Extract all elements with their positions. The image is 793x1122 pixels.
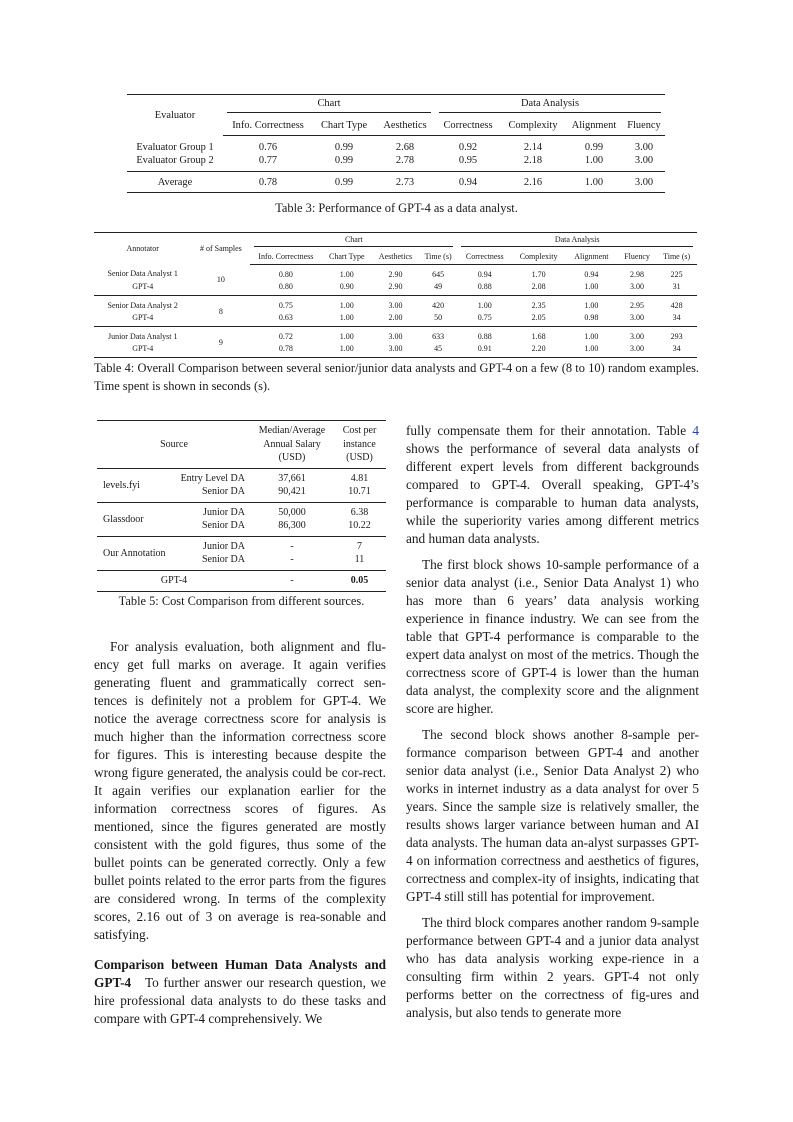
table-cell: 0.78	[258, 176, 278, 188]
table-row	[97, 502, 386, 519]
table4-col-aesthetics: Aesthetics	[372, 248, 419, 265]
table-cell: 2.98	[630, 269, 645, 279]
table-cell: 0.88	[457, 280, 512, 296]
table-cell: Entry Level DA	[180, 472, 245, 484]
table3-average-row	[127, 172, 665, 193]
table-cell: 0.05	[350, 575, 369, 586]
table-cell: 2.16	[523, 176, 543, 188]
table5-header-cost: Cost per instance (USD)	[333, 421, 386, 469]
table4-samples-cell: 8	[191, 296, 250, 327]
table-cell: 0.80	[250, 280, 321, 296]
table-cell: 1.00	[339, 331, 354, 341]
table4-header-annotator: Annotator	[126, 244, 159, 254]
table-cell: 645	[432, 269, 445, 279]
table-cell: 428	[670, 300, 683, 310]
table-cell: 3.00	[388, 343, 403, 353]
right-paragraph-1: fully compensate them for their annotation. Table 4 shows the performance of several data analysts of different expert levels from different backgrounds compared to GPT-4. Overall speaking, GPT-4’s performance is comparable to human data analysts, while the superiority varies among different metrics and human data analysts.	[406, 423, 699, 546]
table-cell: -	[290, 575, 294, 586]
table-cell: 3.00	[618, 311, 657, 327]
table4-header-analysis: Data Analysis	[457, 233, 697, 249]
table-cell: 1.00	[584, 300, 599, 310]
table-cell: 2.18	[501, 154, 565, 172]
table-row	[97, 468, 386, 485]
table-cell: 50	[419, 311, 458, 327]
table-cell: 3.00	[630, 343, 645, 353]
table-row	[94, 280, 697, 296]
table-cell: 1.00	[339, 300, 354, 310]
table-3	[127, 94, 665, 193]
table-cell: 1.00	[339, 269, 354, 279]
table-row	[94, 327, 697, 343]
table-cell: 0.76	[258, 142, 278, 153]
table3-row-label: Average	[157, 176, 193, 188]
table4-col-info-correctness: Info. Correctness	[250, 248, 321, 265]
right-paragraph-3: The second block shows another 8-sample per-formance comparison between GPT-4 and another senior data analyst (i.e., Senior Data Analyst 2) who works in internet industry as a data analyst for over 5 years. Since the sample size is relatively smaller, the results shows larger variance between human and AI data analysts. The human data an-alyst surpasses GPT-4 on information correctness and aesthetics of figures, correctness and complex-ity of insights, indicating that GPT-4 still still has potential for improvement.	[406, 727, 699, 904]
table-cell: Senior DA	[175, 485, 251, 502]
table-cell: 2.90	[372, 280, 419, 296]
table5-header-source: Source	[97, 421, 251, 469]
table-cell: 0.80	[278, 269, 293, 279]
table3-header-evaluator: Evaluator	[154, 109, 196, 121]
table4-row-label: GPT-4	[94, 311, 191, 327]
table-cell: 86,300	[251, 519, 333, 536]
table-cell: 10.22	[333, 519, 386, 536]
table-cell: 2.73	[395, 176, 415, 188]
table4-row-label: Junior Data Analyst 1	[107, 331, 178, 341]
table-cell: 3.00	[634, 176, 654, 188]
table4-caption: Table 4: Overall Comparison between several senior/junior data analysts and GPT-4 on a few (8 to 10) random examples. Time spent is shown in seconds (s).	[94, 361, 699, 393]
table-cell: 1.00	[321, 311, 372, 327]
table-cell: 6.38	[350, 506, 369, 518]
table4-col-chart-time: Time (s)	[419, 248, 458, 265]
table-cell: 2.08	[512, 280, 565, 296]
table3-col-aesthetics: Aesthetics	[375, 115, 435, 136]
table-cell: 1.70	[531, 269, 546, 279]
table-cell: 1.00	[565, 154, 623, 172]
table-cell: 2.05	[512, 311, 565, 327]
table-cell: Junior DA	[203, 540, 245, 552]
table-row	[94, 342, 697, 358]
table-cell: 0.99	[334, 142, 354, 153]
table-cell: 11	[333, 553, 386, 570]
table-row	[127, 136, 665, 155]
table-cell: 7	[357, 540, 362, 552]
table-cell: 90,421	[251, 485, 333, 502]
table-cell: 1.00	[584, 331, 599, 341]
table-cell: 3.00	[388, 300, 403, 310]
table-cell: 420	[432, 300, 445, 310]
table-cell: 0.78	[278, 343, 293, 353]
table-cell: 31	[656, 280, 697, 296]
table3-header-analysis: Data Analysis	[435, 95, 665, 116]
table-cell: 0.90	[321, 280, 372, 296]
table4-col-complexity: Complexity	[512, 248, 565, 265]
table-cell: 0.94	[458, 176, 478, 188]
table-cell: 3.00	[618, 280, 657, 296]
table-cell: 3.00	[630, 331, 645, 341]
table-cell: 0.95	[435, 154, 501, 172]
table3-caption: Table 3: Performance of GPT-4 as a data analyst.	[275, 201, 518, 215]
table-4-reference-link[interactable]: 4	[692, 423, 699, 438]
table-cell: 3.00	[634, 142, 654, 153]
left-paragraph-2: Comparison between Human Data Analysts and GPT-4 To further answer our research question, we hire professional data analysts to do these tasks and compare with GPT-4 comprehensively. We	[94, 957, 386, 1026]
table3-row-label: Evaluator Group 1	[136, 141, 214, 153]
table-cell: 1.68	[531, 331, 546, 341]
table4-col-analysis-time: Time (s)	[656, 248, 697, 265]
table5-caption: Table 5: Cost Comparison from different sources.	[118, 594, 365, 608]
table-cell: 2.35	[531, 300, 546, 310]
table5-gpt4-row	[97, 570, 386, 591]
table-cell: -	[251, 553, 333, 570]
table5-source-cell: Our Annotation	[97, 536, 175, 570]
table-cell: 37,661	[278, 472, 306, 484]
table4-col-alignment: Alignment	[565, 248, 618, 265]
table-cell: 0.94	[584, 269, 599, 279]
table-row	[127, 154, 665, 172]
table-cell: 34	[672, 343, 681, 353]
table-cell: Senior DA	[175, 519, 251, 536]
table-cell: 2.95	[630, 300, 645, 310]
table4-header-samples: # of Samples	[200, 244, 242, 254]
table-cell: 0.77	[223, 154, 313, 172]
table-cell: 2.14	[523, 142, 543, 153]
table-4	[94, 232, 697, 358]
table-cell: 2.78	[375, 154, 435, 172]
table4-row-label: Senior Data Analyst 1	[107, 269, 178, 279]
table4-col-fluency: Fluency	[618, 248, 657, 265]
table-cell: 225	[670, 269, 683, 279]
table-cell: -	[290, 540, 294, 552]
table-cell: 34	[656, 311, 697, 327]
left-paragraph-1: For analysis evaluation, both alignment and flu-ency get full marks on average. It again verifies generating fluent and grammatically correct sen-tences is definitely not a problem for GPT-4. We notice the average correctness score for analysis is much higher than the information correctness score for figures. This is interesting because despite the wrong figure generated, the analysis could be cor-rect. It again verifies our explanation earlier for the information correctness scores of figures. As mentioned, since the figures generated are mostly consistent with the gold figures, thus some of the bullet points can be generated correctly. Only a few bullet points related to the error parts from the figures are considered wrong. In terms of the complexity scores, 2.16 out of 3 on average is rea-sonable and satisfying.	[94, 639, 386, 942]
table4-row-label: Senior Data Analyst 2	[107, 300, 178, 310]
table-cell: 0.72	[278, 331, 293, 341]
table-cell: 0.98	[565, 311, 618, 327]
table5-header-salary: Median/Average Annual Salary (USD)	[251, 421, 333, 469]
table3-col-fluency: Fluency	[623, 115, 665, 136]
table-5	[97, 420, 386, 592]
table-row	[94, 265, 697, 281]
table-cell: 1.00	[565, 280, 618, 296]
table-cell: 1.00	[584, 343, 599, 353]
table-cell: 0.94	[477, 269, 492, 279]
table-cell: 0.92	[458, 142, 478, 153]
table-cell: 2.68	[395, 142, 415, 153]
table-cell: 293	[670, 331, 683, 341]
table-cell: 0.99	[334, 176, 354, 188]
table-cell: 0.75	[278, 300, 293, 310]
table-cell: 2.00	[372, 311, 419, 327]
table-cell: 50,000	[278, 506, 306, 518]
left-column	[94, 638, 386, 1028]
right-column	[406, 422, 699, 1022]
table3-header-chart: Chart	[223, 95, 435, 116]
table-cell: 0.63	[250, 311, 321, 327]
table4-samples-cell: 9	[218, 337, 223, 347]
table-row	[94, 296, 697, 312]
table-cell: Senior DA	[175, 553, 251, 570]
table4-header-chart: Chart	[250, 233, 457, 249]
table5-source-cell: Glassdoor	[97, 502, 175, 536]
table4-col-chart-type: Chart Type	[321, 248, 372, 265]
table3-col-alignment: Alignment	[565, 115, 623, 136]
table-cell: GPT-4	[160, 575, 188, 586]
table-cell: 10.71	[333, 485, 386, 502]
table-cell: 0.75	[457, 311, 512, 327]
table4-samples-cell: 10	[191, 265, 250, 296]
table-cell: 0.99	[584, 142, 604, 153]
table-cell: 1.00	[584, 176, 604, 188]
table-cell: 45	[434, 343, 443, 353]
right-paragraph-2: The first block shows 10-sample performance of a senior data analyst (i.e., Senior Data Analyst 1) who has more than 6 years’ data analysis working experience in finance industry. We can see from the table that GPT-4 performance is comparable to the expert data analyst on most of the metrics. Though the correctness score of GPT-4 is lower than the human data analyst, the complexity score and the alignment score are higher.	[406, 557, 699, 716]
table-cell: 0.99	[313, 154, 375, 172]
table-cell: 2.20	[531, 343, 546, 353]
table-cell: 4.81	[350, 472, 369, 484]
table-cell: 1.00	[339, 343, 354, 353]
table4-col-correctness: Correctness	[457, 248, 512, 265]
section-heading: Comparison between Human Data Analysts and GPT-4	[94, 957, 386, 990]
table-cell: 2.90	[388, 269, 403, 279]
table-cell: 49	[419, 280, 458, 296]
table3-col-info-correctness: Info. Correctness	[223, 115, 313, 136]
table5-source-cell: levels.fyi	[97, 468, 175, 502]
table-cell: Junior DA	[203, 506, 245, 518]
table-cell: 0.91	[477, 343, 492, 353]
table-cell: 3.00	[623, 154, 665, 172]
table-cell: 0.88	[477, 331, 492, 341]
table-cell: 3.00	[388, 331, 403, 341]
table3-col-complexity: Complexity	[501, 115, 565, 136]
table-cell: 1.00	[477, 300, 492, 310]
table3-col-correctness: Correctness	[435, 115, 501, 136]
table4-row-label: GPT-4	[132, 343, 154, 353]
right-paragraph-4: The third block compares another random 9-sample performance between GPT-4 and a junior data analyst who has data analysis working expe-rience in a consulting firm within 2 years. GPT-4 not only performs better on the correctness of fig-ures and analysis, but also tends to generate more	[406, 915, 699, 1020]
table3-col-chart-type: Chart Type	[313, 115, 375, 136]
table3-row-label: Evaluator Group 2	[127, 154, 223, 172]
table-row	[97, 536, 386, 553]
table-row	[94, 311, 697, 327]
table4-row-label: GPT-4	[94, 280, 191, 296]
table-cell: 633	[432, 331, 445, 341]
